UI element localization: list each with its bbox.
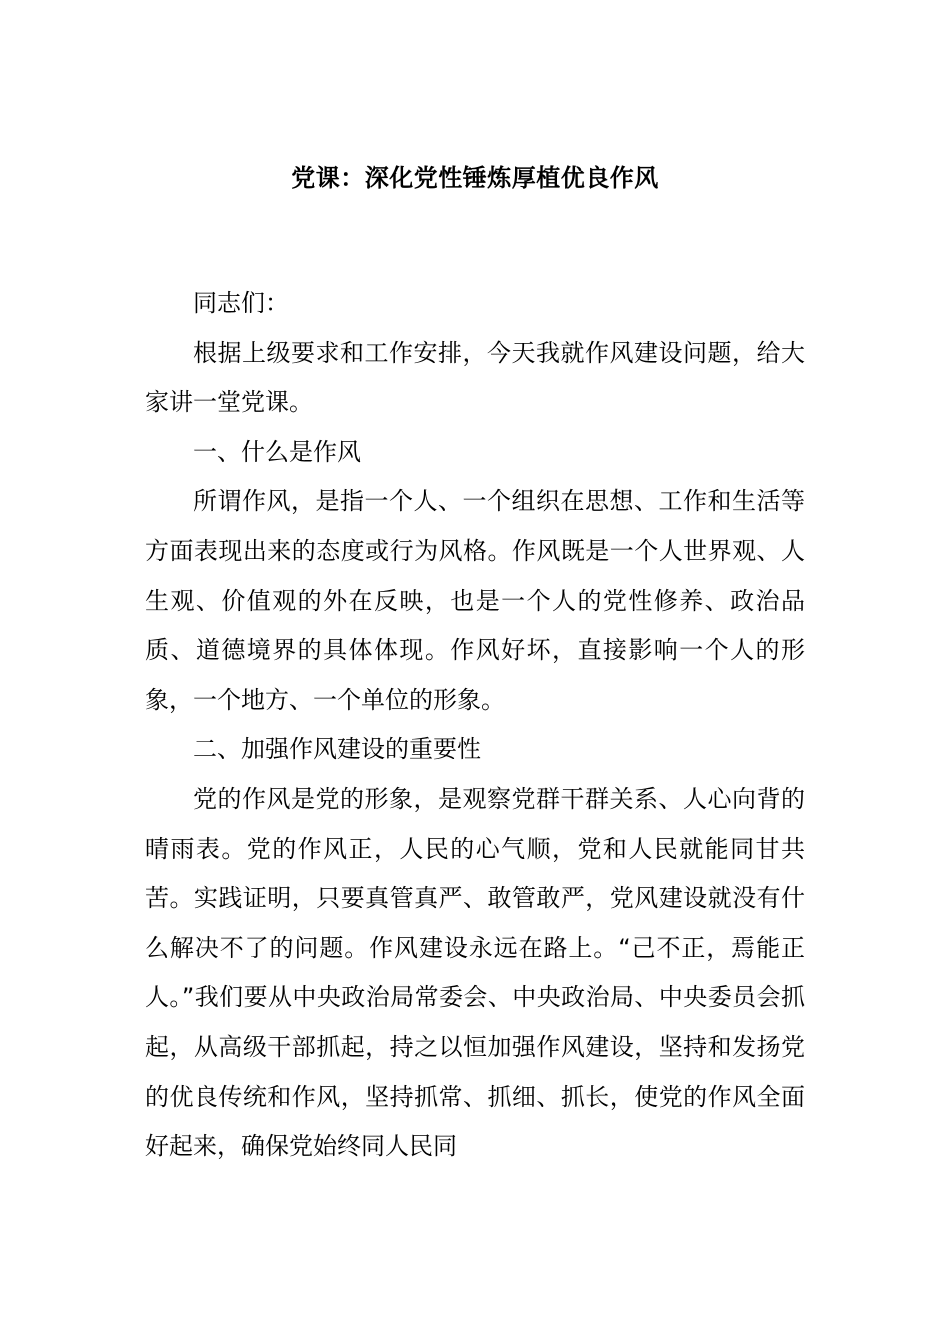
section-2-paragraph: 党的作风是党的形象，是观察党群干群关系、人心向背的晴雨表。党的作风正，人民的心气顺，党和人民就能同甘共苦。实践证明，只要真管真严、敢管敢严，党风建设就没有什么解决不了的问题。作风建设永远在路上。“己不正，焉能正人。”我们要从中央政治局常委会、中央政治局、中央委员会抓起，从高级干部抓起，持之以恒加强作风建设，坚持和发扬党的优良传统和作风，坚持抓常、抓细、抓长，使党的作风全面好起来，确保党始终同人民同 xyxy=(145,784,805,1161)
intro-paragraph: 根据上级要求和工作安排，今天我就作风建设问题，给大家讲一堂党课。 xyxy=(145,338,805,417)
section-heading-1: 一、什么是作风 xyxy=(193,437,361,466)
section-heading-2: 二、加强作风建设的重要性 xyxy=(193,735,481,764)
document-body xyxy=(145,279,805,1172)
document-title: 党课：深化党性锤炼厚植优良作风 xyxy=(291,164,659,192)
salutation-paragraph: 同志们： xyxy=(193,289,289,317)
section-1-paragraph: 所谓作风，是指一个人、一个组织在思想、工作和生活等方面表现出来的态度或行为风格。作风既是一个人世界观、人生观、价值观的外在反映，也是一个人的党性修养、政治品质、道德境界的具体体现。作风好坏，直接影响一个人的形象，一个地方、一个单位的形象。 xyxy=(145,487,805,714)
